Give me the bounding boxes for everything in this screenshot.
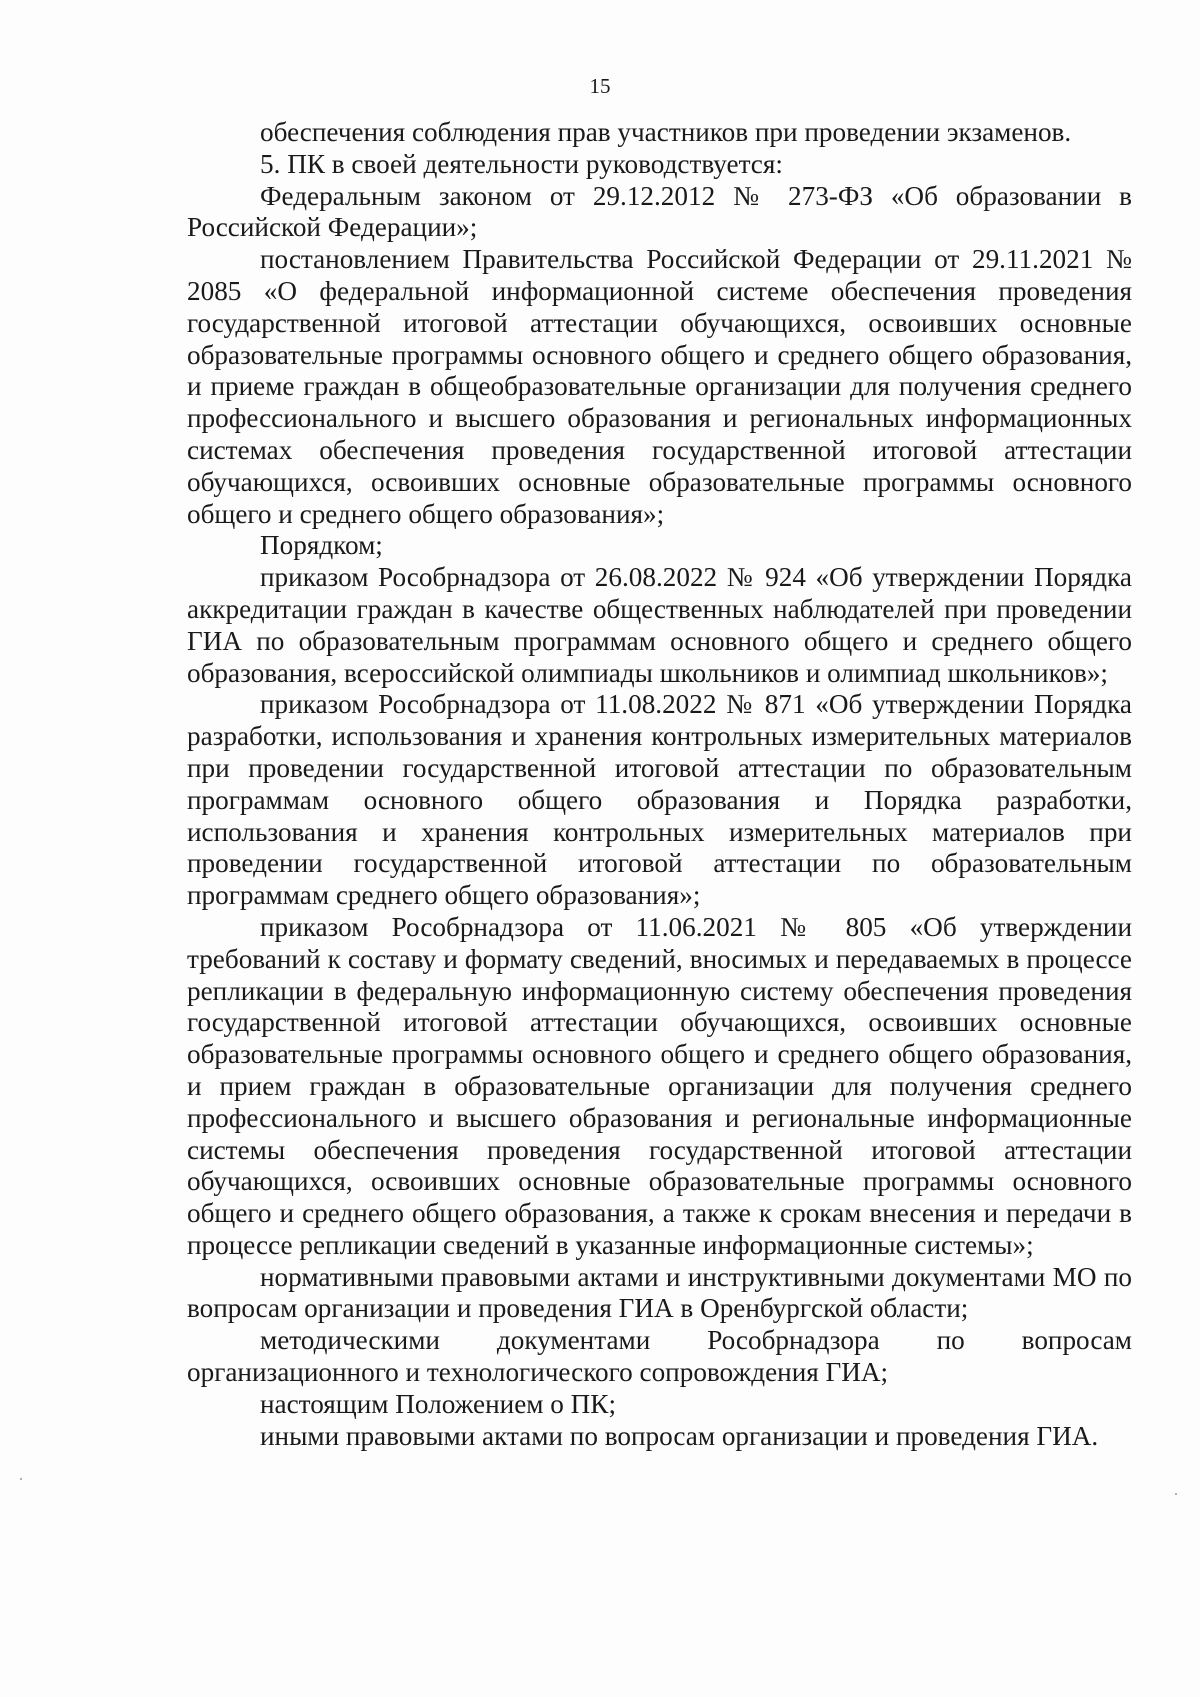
paragraph-other-legal-acts: иными правовыми актами по вопросам организации и проведения ГИА. bbox=[260, 1420, 1099, 1451]
paragraph-procedure: Порядком; bbox=[260, 530, 383, 561]
paragraph-government-decree: постановлением Правительства Российской Федерации от 29.11.2021 № 2085 «О федеральной информационной системе обеспечения проведения государственной итоговой аттестации обучающихся, освоивших основные образовательные программы основного общего и среднего общего образования, и приеме граждан в общеобразовательные организации для получения среднего профессионального и высшего образования и региональных информационных системах обеспечения проведения государственной итоговой аттестации обучающихся, освоивших основные образовательные программы основного общего и среднего общего образования»; bbox=[187, 244, 1132, 529]
paragraph-regulatory-acts: нормативными правовыми актами и инструктивными документами МО по вопросам организации и проведения ГИА в Оренбургской области; bbox=[187, 1261, 1132, 1324]
scan-speck bbox=[20, 1478, 22, 1480]
paragraph-order-871: приказом Рособрнадзора от 11.08.2022 № 871 «Об утверждении Порядка разработки, использования и хранения контрольных измерительных материалов при проведении государственной итоговой аттестации по образовательным программам основного общего образования и Порядка разработки, использования и хранения контрольных измерительных материалов при проведении государственной итоговой аттестации по образовательным программам среднего общего образования»; bbox=[187, 689, 1132, 911]
paragraph-exam-rights-end: обеспечения соблюдения прав участников при проведении экзаменов. bbox=[260, 117, 1072, 147]
paragraph-methodical-documents: методическими документами Рособрнадзора по вопросам организационного и технологического сопровождения ГИА; bbox=[187, 1325, 1132, 1388]
page-number: 15 bbox=[589, 74, 611, 98]
paragraph-order-924: приказом Рособрнадзора от 26.08.2022 № 924 «Об утверждении Порядка аккредитации граждан в качестве общественных наблюдателей при проведении ГИА по образовательным программам основного общего и среднего общего образования, всероссийской олимпиады школьников и олимпиад школьников»; bbox=[187, 562, 1132, 688]
paragraph-federal-law: Федеральным законом от 29.12.2012 № 273-ФЗ «Об образовании в Российской Федерации»; bbox=[187, 180, 1132, 243]
scan-speck bbox=[1175, 1493, 1177, 1495]
paragraph-order-805: приказом Рособрнадзора от 11.06.2021 № 805 «Об утверждении требований к составу и формату сведений, вносимых и передаваемых в процессе репликации в федеральную информационную систему обеспечения проведения государственной итоговой аттестации обучающихся, освоивших основные образовательные программы основного общего и среднего общего образования, и прием граждан в образовательные организации для получения среднего профессионального и высшего образования и региональные информационные системы обеспечения проведения государственной итоговой аттестации обучающихся, освоивших основные образовательные программы основного общего и среднего общего образования, а также к срокам внесения и передачи в процессе репликации сведений в указанные информационные системы»; bbox=[187, 911, 1132, 1260]
document-body bbox=[187, 117, 1132, 1452]
paragraph-pk-guided-by: 5. ПК в своей деятельности руководствуется: bbox=[260, 148, 783, 179]
paragraph-this-regulation: настоящим Положением о ПК; bbox=[260, 1388, 616, 1419]
